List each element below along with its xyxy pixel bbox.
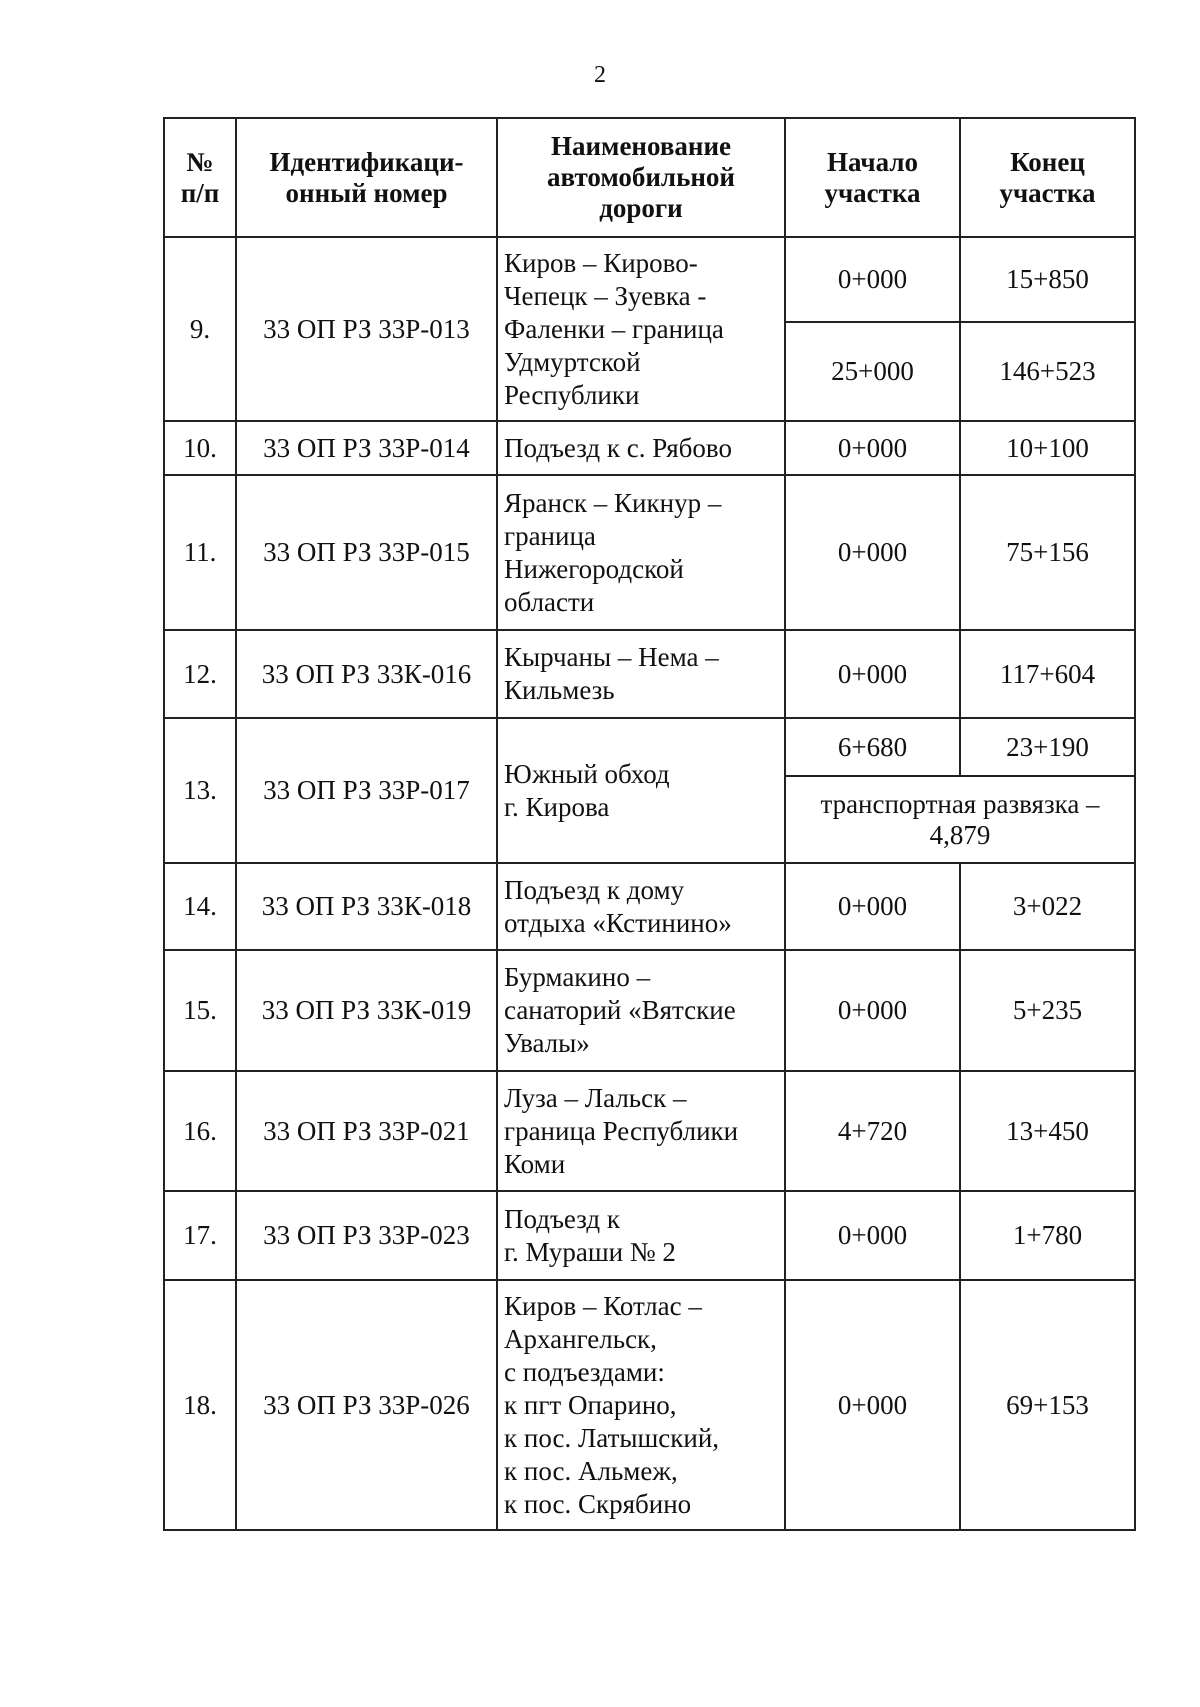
table-row (164, 863, 1135, 950)
table-row (164, 1280, 1135, 1530)
row-start: 25+000 (785, 322, 960, 421)
row-end: 146+523 (960, 322, 1135, 421)
row-start: 0+000 (785, 950, 960, 1071)
row-id: 33 ОП РЗ 33Р-017 (236, 718, 497, 863)
row-start: 0+000 (785, 863, 960, 950)
table-row (164, 1071, 1135, 1191)
table-row (164, 630, 1135, 718)
row-end: 23+190 (960, 718, 1135, 776)
row-start: 0+000 (785, 421, 960, 475)
table-row (164, 950, 1135, 1071)
table-row (164, 421, 1135, 475)
row-num: 10. (164, 421, 236, 475)
table-row (164, 237, 1135, 322)
row-num: 12. (164, 630, 236, 718)
row-id: 33 ОП РЗ 33Р-015 (236, 475, 497, 630)
row-end: 13+450 (960, 1071, 1135, 1191)
row-road-name: Подъезд к с. Рябово (497, 421, 785, 475)
table-row (164, 1191, 1135, 1280)
row-id: 33 ОП РЗ 33Р-021 (236, 1071, 497, 1191)
row-end: 75+156 (960, 475, 1135, 630)
row-road-name: Южный обход г. Кирова (497, 718, 785, 863)
row-start: 0+000 (785, 1280, 960, 1530)
header-end: Конец участка (960, 118, 1135, 237)
row-road-name: Яранск – Кикнур – граница Нижегородской области (497, 475, 785, 630)
header-start: Начало участка (785, 118, 960, 237)
row-num: 18. (164, 1280, 236, 1530)
row-start: 0+000 (785, 630, 960, 718)
row-end: 3+022 (960, 863, 1135, 950)
row-end: 10+100 (960, 421, 1135, 475)
row-num: 11. (164, 475, 236, 630)
row-num: 13. (164, 718, 236, 863)
header-id: Идентификаци- онный номер (236, 118, 497, 237)
row-start: 6+680 (785, 718, 960, 776)
row-num: 16. (164, 1071, 236, 1191)
row-num: 9. (164, 237, 236, 421)
row-interchange-note: транспортная развязка – 4,879 (785, 776, 1135, 863)
row-end: 117+604 (960, 630, 1135, 718)
row-start: 0+000 (785, 1191, 960, 1280)
row-road-name: Луза – Лальск – граница Республики Коми (497, 1071, 785, 1191)
row-id: 33 ОП РЗ 33К-019 (236, 950, 497, 1071)
row-num: 17. (164, 1191, 236, 1280)
header-name: Наименование автомобильной дороги (497, 118, 785, 237)
row-road-name: Киров – Кирово- Чепецк – Зуевка - Фаленки – граница Удмуртской Республики (497, 237, 785, 421)
row-id: 33 ОП РЗ 33Р-014 (236, 421, 497, 475)
row-end: 69+153 (960, 1280, 1135, 1530)
row-road-name: Кырчаны – Нема – Кильмезь (497, 630, 785, 718)
row-start: 4+720 (785, 1071, 960, 1191)
row-end: 1+780 (960, 1191, 1135, 1280)
row-num: 14. (164, 863, 236, 950)
roads-table (163, 117, 1136, 1531)
row-start: 0+000 (785, 475, 960, 630)
row-road-name: Подъезд к г. Мураши № 2 (497, 1191, 785, 1280)
row-end: 5+235 (960, 950, 1135, 1071)
header-num: № п/п (164, 118, 236, 237)
row-start: 0+000 (785, 237, 960, 322)
table-header-row (164, 118, 1135, 237)
row-num: 15. (164, 950, 236, 1071)
row-road-name: Бурмакино – санаторий «Вятские Увалы» (497, 950, 785, 1071)
table-row (164, 475, 1135, 630)
table-row (164, 718, 1135, 776)
row-id: 33 ОП РЗ 33К-016 (236, 630, 497, 718)
row-id: 33 ОП РЗ 33Р-013 (236, 237, 497, 421)
row-id: 33 ОП РЗ 33Р-023 (236, 1191, 497, 1280)
row-end: 15+850 (960, 237, 1135, 322)
row-id: 33 ОП РЗ 33Р-026 (236, 1280, 497, 1530)
row-id: 33 ОП РЗ 33К-018 (236, 863, 497, 950)
row-road-name: Подъезд к дому отдыха «Кстинино» (497, 863, 785, 950)
page-number: 2 (594, 62, 606, 88)
row-road-name: Киров – Котлас – Архангельск, с подъездами: к пгт Опарино, к пос. Латышский, к пос. Альмеж, к пос. Скрябино (497, 1280, 785, 1530)
